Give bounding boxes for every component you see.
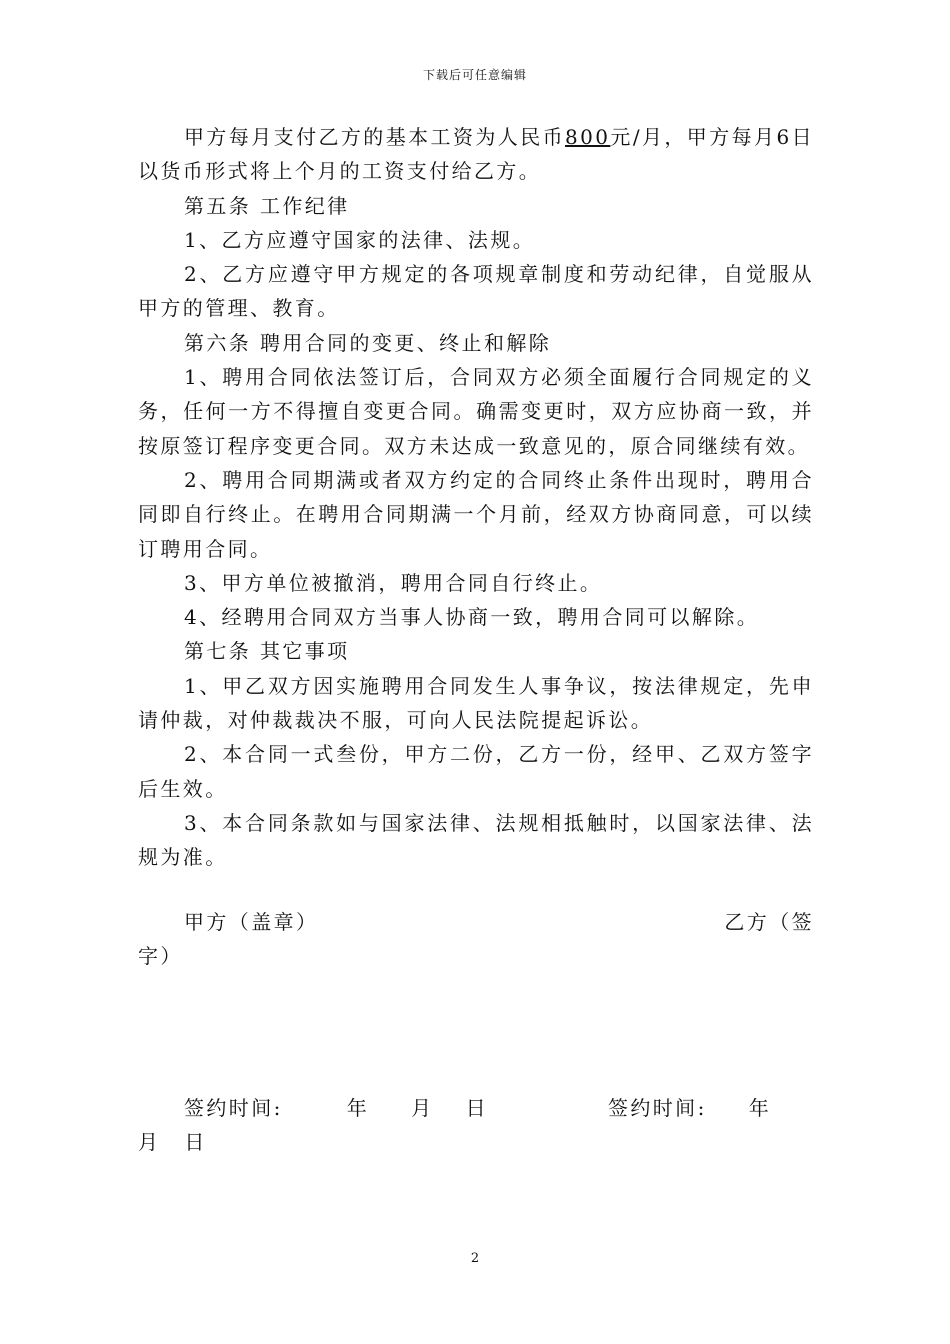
sign-time-day-b: 日 bbox=[184, 1130, 207, 1155]
article5-title: 第五条 工作纪律 bbox=[184, 193, 350, 218]
sign-time-month-b: 月 bbox=[138, 1130, 161, 1155]
sign-time-year-a: 年 bbox=[346, 1096, 370, 1121]
sign-time-day-a: 日 bbox=[465, 1096, 488, 1121]
party-b-sign: 乙方（签 bbox=[724, 909, 814, 934]
page-number: 2 bbox=[470, 1251, 480, 1266]
sign-time-line bbox=[138, 1091, 814, 1125]
sign-time-label-b: 签约时间: bbox=[607, 1096, 707, 1121]
article6-item-1: 1、聘用合同依法签订后，合同双方必须全面履行合同规定的义务，任何一方不得擅自变更合同。确需变更时，双方应协商一致，并按原签订程序变更合同。双方未达成一致意见的，原合同继续有效。 bbox=[138, 365, 814, 458]
salary-text-after: 元/月，甲方每月6日以货币形式将上个月的工资支付给乙方。 bbox=[138, 125, 814, 184]
sign-time-year-b: 年 bbox=[748, 1096, 772, 1121]
sign-time-month-a: 月 bbox=[411, 1096, 434, 1121]
article6-title: 第六条 聘用合同的变更、终止和解除 bbox=[184, 330, 552, 355]
page-header: 下载后可任意编辑 bbox=[422, 68, 527, 82]
article7-item-2: 2、本合同一式叁份，甲方二份，乙方一份，经甲、乙双方签字后生效。 bbox=[138, 742, 814, 801]
sign-time-line-continued bbox=[138, 1125, 814, 1159]
party-b-sign-continued: 字） bbox=[138, 943, 183, 968]
article6-item-4: 4、经聘用合同双方当事人协商一致，聘用合同可以解除。 bbox=[184, 605, 760, 630]
article7-title: 第七条 其它事项 bbox=[184, 639, 350, 664]
article5-item-2: 2、乙方应遵守甲方规定的各项规章制度和劳动纪律，自觉服从甲方的管理、教育。 bbox=[138, 262, 814, 321]
article6-item-3: 3、甲方单位被撤消，聘用合同自行终止。 bbox=[184, 570, 603, 595]
signature-block bbox=[138, 905, 814, 974]
sign-time-block bbox=[138, 1091, 814, 1160]
salary-text-before: 甲方每月支付乙方的基本工资为人民币 bbox=[184, 125, 566, 149]
article7-item-1: 1、甲乙双方因实施聘用合同发生人事争议，按法律规定，先申请仲裁，对仲裁裁决不服，可向人民法院提起诉讼。 bbox=[138, 673, 814, 733]
signature-line bbox=[138, 905, 814, 939]
salary-paragraph bbox=[138, 120, 814, 189]
article6-item-2: 2、聘用合同期满或者双方约定的合同终止条件出现时，聘用合同即自行终止。在聘用合同期满一个月前，经双方协商同意，可以续订聘用合同。 bbox=[138, 467, 814, 561]
article7-item-3: 3、本合同条款如与国家法律、法规相抵触时，以国家法律、法规为准。 bbox=[138, 810, 814, 870]
sign-time-label-a: 签约时间: bbox=[184, 1096, 283, 1121]
salary-amount: 800 bbox=[565, 125, 611, 149]
party-a-seal: 甲方（盖章） bbox=[184, 909, 319, 934]
article5-item-1: 1、乙方应遵守国家的法律、法规。 bbox=[184, 227, 536, 252]
contract-body bbox=[138, 120, 814, 1160]
